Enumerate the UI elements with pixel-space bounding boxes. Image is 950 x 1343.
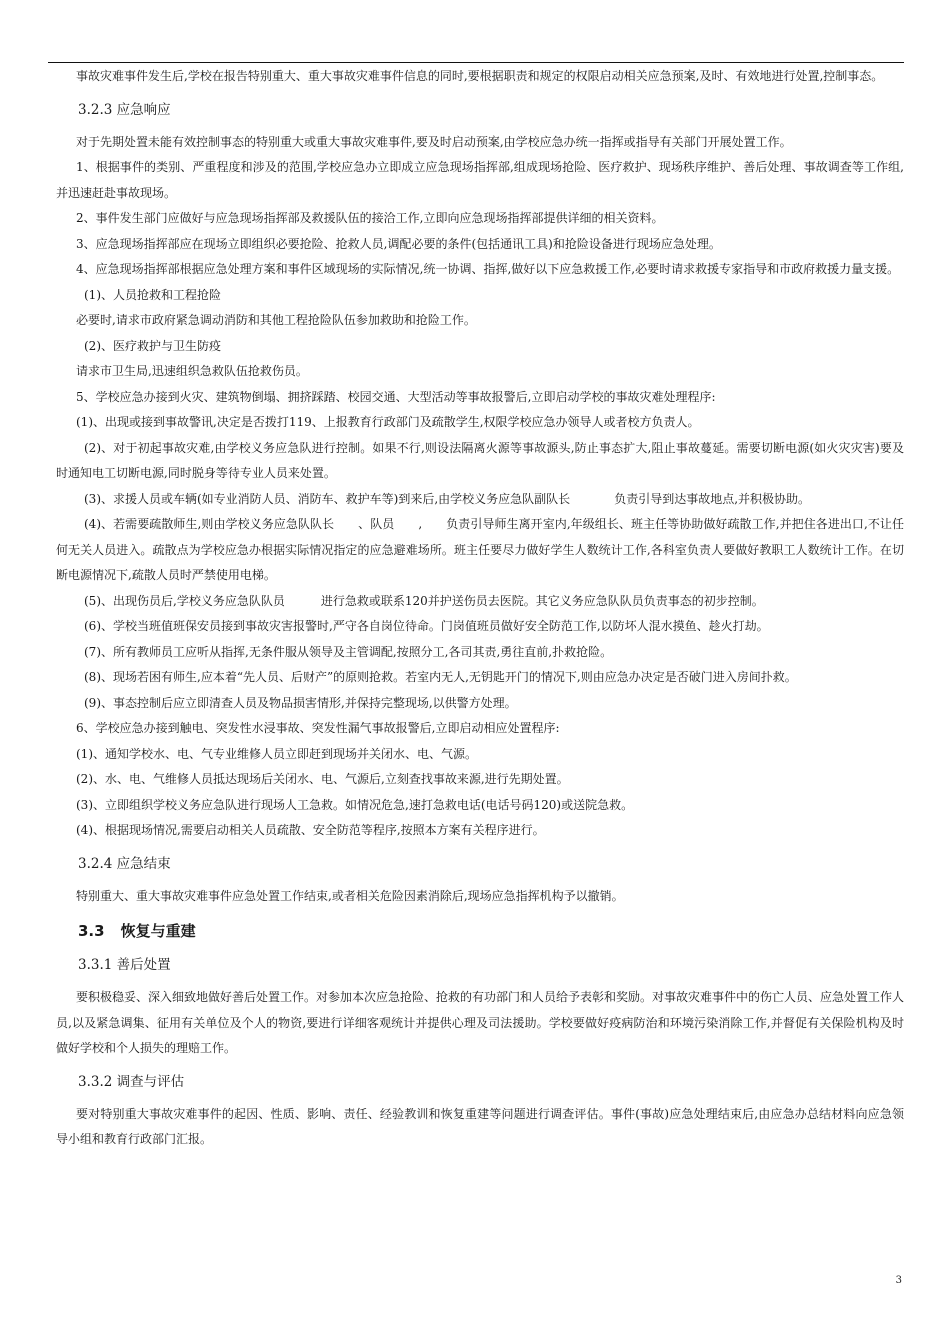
paragraph: 请求市卫生局,迅速组织急救队伍抢救伤员。 xyxy=(76,364,308,378)
paragraph: (2)、对于初起事故灾难,由学校义务应急队进行控制。如果不行,则设法隔离火源等事故源头,防止事态扩大,阻止事故蔓延。需要切断电源(如火灾灾害)要及时通知电工切断电源,同时脱身等待专业人员来处置。 xyxy=(56,440,904,480)
paragraph: 2、事件发生部门应做好与应急现场指挥部及救援队伍的接洽工作,立即向应急现场指挥部提供详细的相关资料。 xyxy=(76,211,664,225)
paragraph: (6)、学校当班值班保安员接到事故灾害报警时,严守各自岗位待命。门岗值班员做好安全防范工作,以防坏人混水摸鱼、趁火打劫。 xyxy=(84,619,769,633)
paragraph xyxy=(56,589,904,615)
paragraph: (1)、出现或接到事故警讯,决定是否拨打119、上报教育行政部门及疏散学生,权限学校应急办领导人或者校方负责人。 xyxy=(76,415,700,429)
paragraph: 事故灾难事件发生后,学校在报告特别重大、重大事故灾难事件信息的同时,要根据职责和规定的权限启动相关应急预案,及时、有效地进行处置,控制事态。 xyxy=(76,69,884,83)
text-span: 负责引导师生离开室内,年级组长、班主任等协助做好疏散工作,并把住各进出口,不让任何无关人员进入。疏散点为学校应急办根据实际情况指定的应急避难场所。班主任要尽力做好学生人数统计工作,各科室负责人要做好教职工人数统计工作。在切断电源情况下,疏散人员时严禁使用电梯。 xyxy=(56,517,904,582)
document-body xyxy=(56,64,904,1153)
paragraph: (8)、现场若困有师生,应本着“先人员、后财产”的原则抢救。若室内无人,无钥匙开门的情况下,则由应急办决定是否破门进入房间扑救。 xyxy=(84,670,797,684)
paragraph: (7)、所有教师员工应听从指挥,无条件服从领导及主管调配,按照分工,各司其责,勇往直前,扑救抢险。 xyxy=(84,644,613,659)
paragraph: (2)、水、电、气维修人员抵达现场后关闭水、电、气源后,立刻查找事故来源,进行先期处置。 xyxy=(76,772,569,786)
text-span: 负责引导到达事故地点,并积极协助。 xyxy=(614,491,811,506)
paragraph: 必要时,请求市政府紧急调动消防和其他工程抢险队伍参加救助和抢险工作。 xyxy=(76,313,476,327)
header-rule xyxy=(48,62,904,63)
paragraph: 1、根据事件的类别、严重程度和涉及的范围,学校应急办立即成立应急现场指挥部,组成现场抢险、医疗救护、现场秩序维护、善后处理、事故调查等工作组,并迅速赶赴事故现场。 xyxy=(56,160,904,200)
section-heading-3-3 xyxy=(56,917,904,945)
section-heading-3-2-3: 3.2.3 应急响应 xyxy=(78,101,171,118)
paragraph: 4、应急现场指挥部根据应急处理方案和事件区域现场的实际情况,统一协调、指挥,做好以下应急救援工作,必要时请求救援专家指导和市政府救援力量支援。 xyxy=(76,262,900,276)
paragraph: (4)、根据现场情况,需要启动相关人员疏散、安全防范等程序,按照本方案有关程序进行。 xyxy=(76,823,545,837)
paragraph: 特别重大、重大事故灾难事件应急处置工作结束,或者相关危险因素消除后,现场应急指挥机构予以撤销。 xyxy=(76,888,624,903)
paragraph: 要积极稳妥、深入细致地做好善后处置工作。对参加本次应急抢险、抢救的有功部门和人员给予表彰和奖励。对事故灾难事件中的伤亡人员、应急处置工作人员,以及紧急调集、征用有关单位及个人的物资,要进行详细客观统计并提供心理及司法援助。学校要做好疫病防治和环境污染消除工作,并督促有关保险机构及时做好学校和个人损失的理赔工作。 xyxy=(56,990,905,1055)
paragraph: (1)、通知学校水、电、气专业维修人员立即赶到现场并关闭水、电、气源。 xyxy=(76,746,478,761)
paragraph: 6、学校应急办接到触电、突发性水浸事故、突发性漏气事故报警后,立即启动相应处置程序: xyxy=(76,721,560,735)
paragraph: (2)、医疗救护与卫生防疫 xyxy=(84,338,221,353)
paragraph: 要对特别重大事故灾难事件的起因、性质、影响、责任、经验教训和恢复重建等问题进行调查评估。事件(事故)应急处理结束后,由应急办总结材料向应急领导小组和教育行政部门汇报。 xyxy=(56,1106,904,1146)
paragraph: (1)、人员抢救和工程抢险 xyxy=(84,287,221,302)
text-span: , xyxy=(418,517,423,531)
text-span: (5)、出现伤员后,学校义务应急队队员 xyxy=(84,593,285,608)
paragraph: 3、应急现场指挥部应在现场立即组织必要抢险、抢救人员,调配必要的条件(包括通讯工具)和抢险设备进行现场应急处理。 xyxy=(76,236,721,251)
paragraph: (3)、立即组织学校义务应急队进行现场人工急救。如情况危急,速打急救电话(电话号码120)或送院急救。 xyxy=(76,797,634,812)
section-heading-3-3-1: 3.3.1 善后处置 xyxy=(78,957,171,973)
paragraph xyxy=(56,487,904,513)
text-span: 进行急救或联系120并护送伤员去医院。其它义务应急队队员负责事态的初步控制。 xyxy=(320,593,764,608)
page-number: 3 xyxy=(895,1275,902,1286)
section-title: 恢复与重建 xyxy=(120,922,196,940)
paragraph: 对于先期处置未能有效控制事态的特别重大或重大事故灾难事件,要及时启动预案,由学校应急办统一指挥或指导有关部门开展处置工作。 xyxy=(76,134,792,149)
text-span: (4)、若需要疏散师生,则由学校义务应急队队长 xyxy=(84,517,335,531)
section-number: 3.3 xyxy=(78,922,105,940)
text-span: (3)、求援人员或车辆(如专业消防人员、消防车、救护车等)到来后,由学校义务应急队副队长 xyxy=(84,491,571,506)
text-span: 、队员 xyxy=(358,517,395,531)
paragraph: 5、学校应急办接到火灾、建筑物倒塌、拥挤踩踏、校园交通、大型活动等事故报警后,立即启动学校的事故灾难处理程序: xyxy=(76,389,716,404)
paragraph: (9)、事态控制后应立即清查人员及物品损害情形,并保持完整现场,以供警方处理。 xyxy=(84,695,517,710)
section-heading-3-3-2: 3.3.2 调查与评估 xyxy=(78,1073,185,1090)
section-heading-3-2-4: 3.2.4 应急结束 xyxy=(78,855,171,872)
paragraph xyxy=(56,512,904,589)
